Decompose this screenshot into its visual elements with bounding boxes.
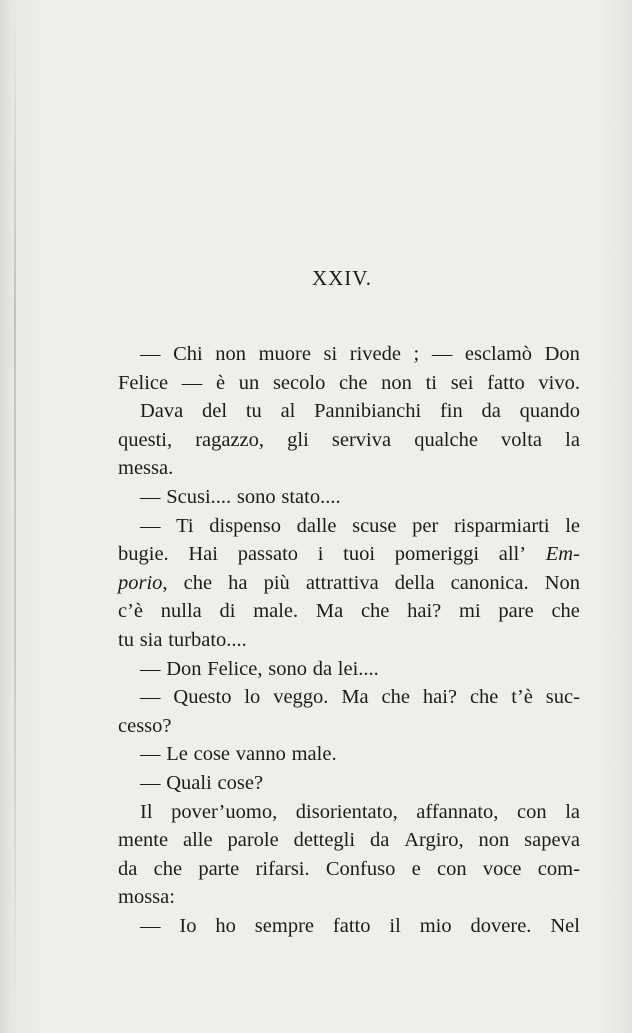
word: hai?: [422, 686, 458, 709]
word: sia: [139, 628, 163, 651]
word: male.: [253, 600, 299, 623]
word: mossa:: [118, 886, 175, 909]
text-line: [118, 454, 580, 483]
word: pomeriggi: [394, 543, 480, 566]
word: serviva: [331, 428, 392, 451]
word: turbato....: [168, 628, 247, 651]
word: —: [140, 343, 161, 365]
word: del: [202, 400, 228, 423]
word: lo: [244, 686, 261, 709]
word: lei....: [337, 657, 379, 680]
text-line: [118, 655, 580, 684]
word: —: [181, 371, 203, 394]
text-line: [118, 512, 580, 541]
word: il: [389, 914, 401, 937]
text-line: [118, 626, 580, 655]
word: Hai: [188, 543, 218, 566]
text-line: [118, 683, 580, 712]
word: tu: [118, 628, 134, 651]
word: Felice: [118, 371, 169, 394]
word: suc-: [545, 686, 580, 709]
word: i: [317, 543, 324, 566]
word: con: [517, 800, 547, 823]
word: bugie.: [118, 543, 169, 566]
word: fatto: [487, 371, 525, 394]
word: che: [153, 857, 183, 880]
word: ho: [215, 914, 236, 937]
word: c’è: [118, 600, 144, 623]
text-line: [118, 798, 580, 827]
word: Questo: [173, 686, 232, 709]
word: sapeva: [524, 829, 580, 852]
word: tu: [245, 400, 262, 423]
body-text: [118, 340, 580, 940]
word: Non: [544, 571, 580, 594]
word: alle: [182, 829, 213, 852]
word: da: [118, 857, 138, 880]
word: più: [263, 571, 290, 594]
word: —: [140, 771, 161, 794]
word: male.: [291, 743, 337, 766]
word: —: [140, 514, 161, 537]
text-line: [118, 769, 580, 798]
word: pover’uomo,: [171, 800, 278, 823]
text-line: [118, 912, 580, 941]
word: Don: [166, 657, 202, 680]
word: ragazzo,: [195, 428, 265, 451]
text-line: [118, 569, 580, 598]
word: la: [565, 800, 580, 823]
word: mente: [118, 829, 169, 852]
word: Ti: [176, 514, 194, 537]
word: Dava: [140, 400, 184, 423]
word: sempre: [254, 914, 314, 937]
word: rivede: [349, 343, 401, 365]
word: cesso?: [118, 714, 172, 737]
word: cose?: [217, 771, 264, 794]
word: secolo: [272, 371, 326, 394]
word: Don: [544, 343, 580, 365]
word: vanno: [235, 743, 286, 766]
word: hai?: [407, 600, 442, 623]
word: qualche: [414, 428, 478, 451]
word: —: [140, 686, 161, 709]
word: risparmiarti: [453, 514, 550, 537]
word: Confuso: [325, 857, 396, 880]
word: veggo.: [273, 686, 329, 709]
word: non: [215, 343, 246, 365]
word: —: [140, 914, 161, 937]
word: che: [360, 600, 390, 623]
word: della: [394, 571, 435, 594]
word: muore: [258, 343, 311, 365]
word: Felice,: [207, 657, 263, 680]
word: vivo.: [538, 371, 580, 394]
word: Quali: [166, 771, 212, 794]
word: da: [481, 400, 501, 423]
text-line: [118, 340, 580, 369]
word: —: [140, 657, 161, 680]
word: che: [183, 571, 213, 594]
word: stato....: [281, 485, 341, 508]
text-line: [118, 426, 580, 455]
word: si: [323, 343, 338, 365]
word: ;: [413, 343, 420, 365]
word: dalle: [296, 514, 337, 537]
word: parte: [198, 857, 240, 880]
word: t’è: [511, 686, 533, 709]
word: è: [215, 371, 226, 394]
word: Nel: [550, 914, 580, 937]
word: con: [436, 857, 467, 880]
word: parole: [227, 829, 279, 852]
word: —: [431, 343, 453, 365]
word: cose: [193, 743, 231, 766]
word: non: [478, 829, 510, 852]
word: sono: [268, 657, 307, 680]
word: di: [219, 600, 236, 623]
word: un: [238, 371, 260, 394]
text-line: [118, 855, 580, 884]
word: da: [312, 657, 333, 680]
word: Argiro,: [404, 829, 464, 852]
word: passato: [237, 543, 299, 566]
word: gli: [287, 428, 309, 451]
word: dettegli: [293, 829, 356, 852]
word: tuoi: [343, 543, 376, 566]
word: Ma: [315, 600, 344, 623]
word: la: [565, 428, 580, 451]
word: esclamò: [464, 343, 533, 365]
word: —: [140, 743, 161, 766]
word: voce: [482, 857, 522, 880]
word: mi: [459, 600, 481, 623]
word: —: [140, 485, 161, 508]
word: rifarsi.: [255, 857, 310, 880]
word: Le: [166, 743, 188, 766]
word: com-: [537, 857, 580, 880]
word: attrattiva: [305, 571, 379, 594]
word: Io: [179, 914, 197, 937]
word: dovere.: [470, 914, 532, 937]
word: messa.: [118, 457, 174, 480]
word: e: [411, 857, 421, 880]
word: questi,: [118, 428, 173, 451]
word: al: [280, 400, 296, 423]
word: disorientato,: [295, 800, 398, 823]
word: affannato,: [416, 800, 499, 823]
word: Chi: [173, 343, 203, 365]
chapter-heading: XXIV.: [311, 266, 373, 290]
word: fin: [439, 400, 463, 423]
word: quando: [519, 400, 580, 423]
word: da: [369, 829, 390, 852]
word: non: [381, 371, 412, 394]
text-line: [118, 540, 580, 569]
word: Ma: [341, 686, 369, 709]
word: per: [412, 514, 439, 537]
word: che: [469, 686, 499, 709]
word: fatto: [332, 914, 371, 937]
word: porio,: [118, 571, 168, 594]
word: scuse: [352, 514, 397, 537]
text-line: [118, 883, 580, 912]
word: dispenso: [209, 514, 281, 537]
text-line: [118, 369, 580, 398]
word: pare: [498, 600, 534, 623]
word: nulla: [160, 600, 202, 623]
word: volta: [501, 428, 543, 451]
word: all’: [498, 543, 527, 566]
text-line: [118, 483, 580, 512]
word: Scusi....: [166, 485, 232, 508]
word: che: [381, 686, 410, 709]
text-line: [118, 397, 580, 426]
word: mio: [419, 914, 452, 937]
word: ha: [228, 571, 248, 594]
word: ti: [425, 371, 437, 394]
page-binding-edge: [14, 0, 16, 1033]
word: che: [339, 371, 368, 394]
word: Em-: [545, 543, 580, 566]
word: Pannibianchi: [314, 400, 422, 423]
text-line: [118, 712, 580, 741]
word: sono: [236, 485, 276, 508]
text-line: [118, 826, 580, 855]
text-line: [118, 597, 580, 626]
word: sei: [450, 371, 474, 394]
word: canonica.: [450, 571, 529, 594]
word: che: [551, 600, 580, 623]
word: le: [565, 514, 580, 537]
word: Il: [140, 800, 153, 823]
text-line: [118, 740, 580, 769]
